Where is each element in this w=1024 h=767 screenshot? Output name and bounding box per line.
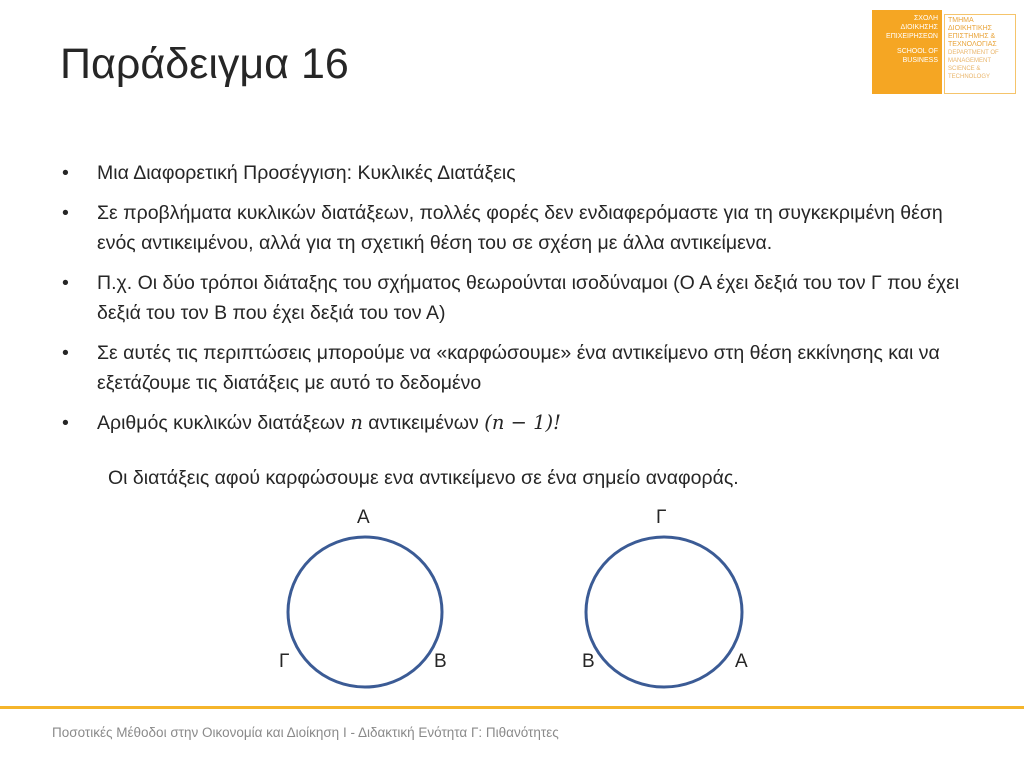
logo-text: ΔΙΟΙΚΗΤΙΚΗΣ: [948, 25, 993, 32]
logo-text: ΕΠΙΣΤΗΜΗΣ &: [948, 33, 996, 40]
logo-text: ΤΕΧΝΟΛΟΓΙΑΣ: [948, 41, 997, 48]
circle2-top-label: Γ: [656, 507, 667, 528]
bullet-text: Αριθμός κυκλικών διατάξεων: [97, 412, 345, 434]
circle-right: [586, 537, 742, 687]
bullet-text: Σε προβλήματα κυκλικών διατάξεων, πολλές φορές δεν ενδιαφερόμαστε για τη συγκεκριμένη θέση ενός αντικειμένου, αλλά για τη σχετική θέση του σε σχέση με άλλα αντικείμενα.: [97, 202, 943, 254]
bullet-text: Μια Διαφορετική Προσέγγιση: Κυκλικές Διατάξεις: [97, 162, 516, 184]
bullet-marker: •: [62, 202, 69, 224]
circle1-left-label: Γ: [279, 651, 290, 672]
logo-text: TECHNOLOGY: [948, 74, 991, 80]
logo-text: ΔΙΟΙΚΗΣΗΣ: [900, 24, 938, 31]
bullet-text: αντικειμένων: [368, 412, 479, 434]
logo-text: MANAGEMENT: [948, 58, 992, 64]
logo-text: SCHOOL OF: [897, 48, 938, 55]
circle2-left-label: Β: [582, 651, 595, 672]
bullet-marker: •: [62, 162, 69, 184]
footer-text: Ποσοτικές Μέθοδοι στην Οικονομία και Διοίκηση Ι - Διδακτική Ενότητα Γ: Πιθανότητες: [52, 725, 559, 740]
bullet-marker: •: [62, 412, 69, 434]
math-formula: (n − 1)!: [484, 411, 561, 434]
circle2-right-label: Α: [735, 651, 748, 672]
logo-text: DEPARTMENT OF: [948, 50, 999, 56]
logo-text: ΣΧΟΛΗ: [913, 15, 938, 22]
circle1-top-label: Α: [357, 507, 370, 528]
math-n: n: [350, 411, 363, 434]
footer-divider: [0, 706, 1024, 709]
bullet-text: Σε αυτές τις περιπτώσεις μπορούμε να «καρφώσουμε» ένα αντικείμενο στη θέση εκκίνησης και να εξετάζουμε τις διατάξεις με αυτό το δεδομένο: [97, 342, 940, 394]
circle1-right-label: Β: [434, 651, 447, 672]
bullet-text: Π.χ. Οι δύο τρόποι διάταξης του σχήματος θεωρούνται ισοδύναμοι (Ο Α έχει δεξιά του τον Γ που έχει δεξιά του τον Β που έχει δεξιά του τον Α): [97, 272, 960, 324]
logo-text: ΤΜΗΜΑ: [948, 17, 974, 24]
bullet-marker: •: [62, 342, 69, 364]
note-text: Οι διατάξεις αφού καρφώσουμε ενα αντικείμενο σε ένα σημείο αναφοράς.: [108, 467, 739, 489]
slide-title: Παράδειγμα 16: [60, 40, 349, 88]
bullet-marker: •: [62, 272, 69, 294]
circle-left: [288, 537, 442, 687]
logo-text: BUSINESS: [902, 57, 938, 64]
logo-text: SCIENCE &: [948, 66, 981, 72]
logo-text: ΕΠΙΧΕΙΡΗΣΕΩΝ: [886, 33, 938, 40]
